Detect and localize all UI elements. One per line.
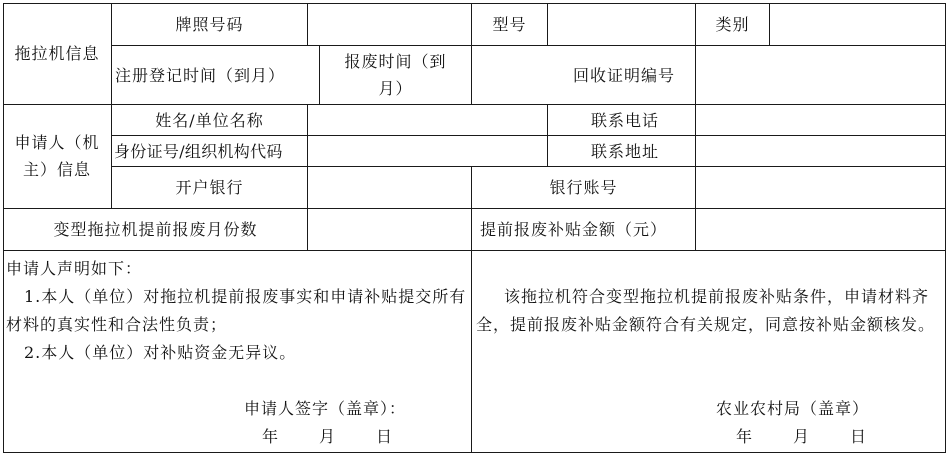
applicant-info-label: 申请人（机主）信息: [14, 133, 100, 179]
approval-text: 该拖拉机符合变型拖拉机提前报废补贴条件，申请材料齐全，提前报废补贴金额符合有关规定，同意按补贴金额核发。: [476, 287, 936, 334]
plate-number-field[interactable]: [308, 4, 471, 45]
rule: [945, 3, 946, 453]
tractor-info-label: 拖拉机信息: [14, 43, 100, 63]
category-field[interactable]: [770, 4, 945, 45]
bank-label: 开户银行: [175, 178, 244, 197]
address-field[interactable]: [696, 136, 945, 166]
recycling-cert-field[interactable]: [696, 46, 945, 104]
declaration-heading: 申请人声明如下：: [6, 259, 143, 278]
model-field[interactable]: [548, 4, 695, 45]
account-field[interactable]: [696, 167, 945, 208]
id-field[interactable]: [312, 136, 547, 166]
id-label: 身份证号/组织机构代码: [114, 141, 283, 161]
scrap-time-label: 报废时间（到月）: [344, 52, 447, 98]
early-months-label: 变型拖拉机提前报废月份数: [53, 220, 258, 239]
model-label: 型号: [492, 15, 527, 34]
account-label: 银行账号: [549, 178, 618, 197]
name-label: 姓名/单位名称: [155, 110, 264, 130]
subsidy-amount-label: 提前报废补贴金额（元）: [480, 220, 668, 239]
declaration-item-2: 2.本人（单位）对补贴资金无异议。: [24, 343, 297, 362]
recycling-cert-label: 回收证明编号: [572, 65, 675, 85]
approval-seal-label: 农业农村局（盖章）: [716, 399, 870, 418]
rule: [3, 250, 946, 251]
category-label: 类别: [715, 15, 750, 34]
phone-label: 联系电话: [590, 110, 659, 130]
declaration-item-1: 1.本人（单位）对拖拉机提前报废事实和申请补贴提交所有材料的真实性和合法性负责；: [6, 287, 467, 334]
name-field[interactable]: [308, 105, 547, 135]
approval-date-line: 年 月 日: [736, 427, 870, 446]
phone-field[interactable]: [696, 105, 945, 135]
plate-number-label: 牌照号码: [175, 15, 244, 34]
subsidy-amount-field[interactable]: [696, 209, 945, 250]
applicant-signature-label: 申请人签字（盖章）：: [244, 399, 407, 418]
rule: [3, 452, 946, 453]
bank-field[interactable]: [308, 167, 471, 208]
applicant-date-line: 年 月 日: [262, 427, 396, 446]
early-months-field[interactable]: [308, 209, 471, 250]
address-label: 联系地址: [590, 141, 659, 161]
registration-time-label: 注册登记时间（到月）: [115, 65, 286, 85]
